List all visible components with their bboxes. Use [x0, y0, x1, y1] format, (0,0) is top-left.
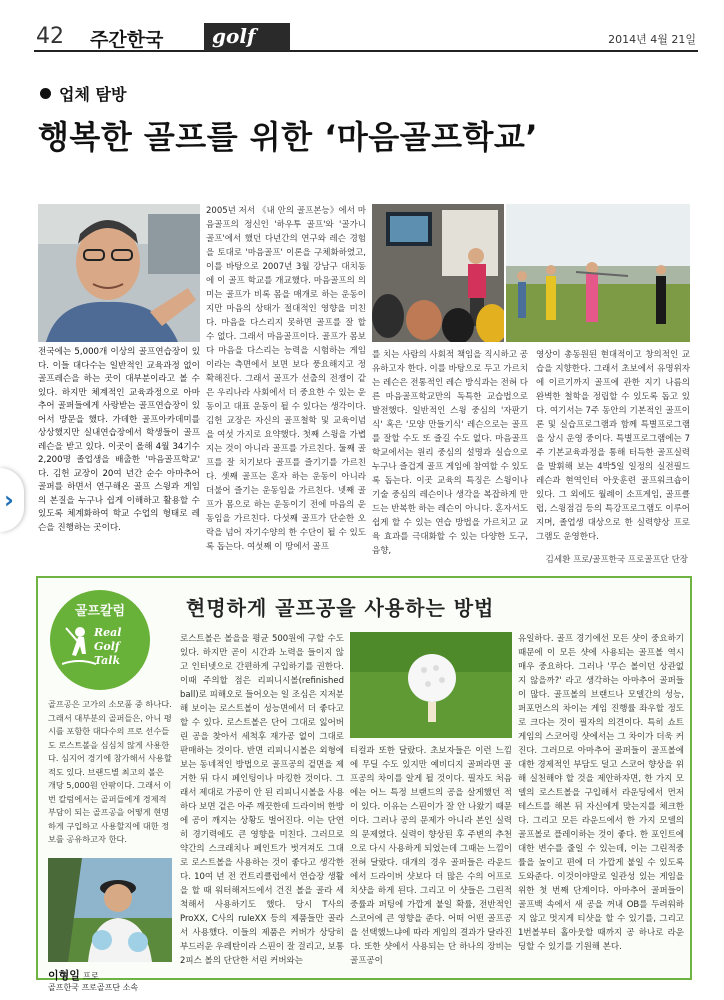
section-label: golf [212, 24, 256, 48]
issue-date: 2014년 4월 21일 [608, 33, 696, 46]
page-header [34, 26, 698, 52]
column-intro: 골프공은 고가의 소모품 중 하나다. 그래서 대부분의 골퍼들은, 아니 평시를 포함한 대다수의 프로 선수들도 로스트볼을 심심치 않게 사용한다. 심지어 경기에 참가해서 사용할 적도 있다. 브랜드별 최고의 볼은 개당 5,000원 안팎이다. 그래서 이번 칼럼에서는 골퍼들에게 경제적 부담이 되는 골프공을 어떻게 현명하게 구입하고 사용할지에 대한 정보를 공유하고자 한다. [48, 699, 172, 844]
field-lesson-photo [506, 204, 690, 342]
classroom-photo [372, 204, 504, 342]
author-name: 이형일 [48, 969, 80, 982]
article-kicker [40, 82, 126, 105]
badge-subtitle-line: Talk [94, 654, 121, 667]
article-column-1: 2005년 저서 《내 안의 골프본능》에서 마음골프의 정신인 '하우투 골프'와 '골가니 골프'에서 했던 다년간의 연구와 레슨 경험을 토대로 '마음골프' 이론을 구체화하였고, 이를 바탕으로 2007년 3월 강남구 대치동에 이 골프 학교를 개교했다. 마음골프의 의미는 골프가 비록 몸을 매개로 하는 운동이지만 마음의 상태가 절대적인 영향을 미친다. 마음을 다스리지 못하면 골프를 잘 할 수 없다. 그래서 마음골프이다. 골프가 몸보다 마음을 다스리는 능력을 시험하는 게임이라는 측면에서 보면 보다 풍요해지고 정확해진다. 그래서 골프가 선출의 전쟁이 같은 우리나라 사회에서 더 중요한 수 있는 운동이고 대표 운동이 될 수 있다는 생각이다. 김헌 교장은 자신의 골프철학 및 교육이념을 여섯 가지로 요약했다. 첫째 스윙을 가볍지는 것이 아니라 골프를 가르친다. 둘째 골프를 잘 치기보다 골프를 즐기기를 가르친다. 셋째 골프는 혼자 하는 운동이 아니라 더불어 즐기는 운동임을 가르친다. 넷째 골프가 몸으로 하는 운동이기 전에 마음의 운동임을 가르친다. 다섯째 골프가 단순한 오락을 넘어 자기수양의 한 수단이 될 수 있도록 돕는다. 여섯째 이 땅에서 골프 [206, 206, 366, 552]
badge-subtitle-line: Real [94, 626, 122, 639]
article-headline: 행복한 골프를 위한 ‘마음골프학교’ [38, 118, 539, 156]
badge-title: 골프칼럼 [74, 604, 126, 619]
golfer-silhouette-icon [62, 624, 96, 668]
author-title: 프로 [79, 972, 100, 982]
portrait-photo [38, 204, 200, 342]
author-affiliation: 골프한국 프로골프단 소속 [48, 983, 139, 992]
section-label-box [204, 23, 290, 51]
author-photo [48, 858, 172, 962]
column-badge [50, 590, 150, 690]
page-number: 42 [36, 24, 64, 49]
article-byline: 김세환 프로/골프한국 프로골프단 단장 [545, 555, 688, 565]
photo-caption: 전국에는 5,000개 이상의 골프연습장이 있다. 이들 대다수는 일반적인 교육과정 없이 골프레슨을 하는 곳이 대부분이라고 볼 수 있다. 하지만 체계적인 교육과정으로 아마추어 골퍼들에게 사랑받는 골프연습장이 있어서 방문을 했다. 가데한 골프아카데미를 상상했지만 실내연습장에서 학생들이 골프레슨을 받고 있다. 이곳이 올해 4월 34기수 2,200명 졸업생을 배출한 '마음골프학교' 다. 김헌 교장이 20여 년간 순수 아마추어골퍼를 하면서 연구해온 골프 스윙과 게임의 본질을 누구나 쉽게 이해하고 활용할 수 있도록 체계화하여 학교 수업의 형태로 레슨을 진행하는 곳이다. [38, 347, 200, 533]
author-name-line [48, 967, 99, 983]
next-page-arrow-button[interactable] [0, 468, 24, 532]
column-title: 현명하게 골프공을 사용하는 방법 [186, 596, 495, 620]
bullet-dot-icon [40, 88, 51, 99]
article-column-2: 를 치는 사람의 사회적 책임을 직시하고 공유하고자 한다. 이를 바탕으로 두고 가르치는 레슨은 전통적인 레슨 방식과는 전혀 다른 마음골프학교만의 독특한 교습법으로 발전했다. 일반적인 스윙 중심의 '자판기식' 혹은 '모양 만들기식' 레슨으로는 골프를 잘할 수도 또 즐길 수도 없다. 마음골프학교에서는 원리 중심의 설명과 실습으로 누구나 즐겁게 골프 게임에 참여할 수 있도록 돕는다. 이곳 교육의 특징은 스윙이나 기술 중심의 레슨이나 생각을 복잡하게 만드는 반복한 하는 레슨이 아니다. 혼자서도 쉽게 할 수 있는 연습 방법을 가르치고 교육 효과를 극대화할 수 있는 다양한 도구, 음향, [372, 350, 528, 556]
kicker-label: 업체 탐방 [59, 85, 127, 104]
column-body-3: 유일하다. 골프 경기에선 모든 샷이 중요하기 때문에 이 모든 샷에 사용되는 골프볼 역시 매우 중요하다. 그러나 '무슨 볼이던 상관없지 않을까?' 라고 생각하는 아마추어 골퍼들이 많다. 골프볼의 브랜드나 모델간의 성능, 퍼포먼스의 차이는 게임 진행률 좌우할 정도로 크다는 것이 필자의 의견이다. 특히 쇼트게임의 스코어링 샷에서는 그 차이가 더욱 커진다. 그러므로 아마추어 골퍼들이 골프볼에 대한 경제적인 부담도 덜고 스코어 향상을 위해 실천해야 할 것을 제안하자면, 한 가지 모델의 로스트볼을 구입해서 라운딩에서 먼저 테스트를 해본 뒤 자신에게 맞는지를 체크한다. 그리고 모든 라운드에서 한 가지 모델의 골프볼로 플레이하는 것이 좋다. 한 포인트에 대한 변수를 줄일 수 있는데, 이는 그린적중률을 높이고 편에 더 가깝게 붙일 수 있도록 도와준다. 이것이야말로 일관성 있는 게임을 위한 첫 번째 단계이다. 아마추어 골퍼들이 골프백 속에서 새 공을 꺼내 OB를 두려워하지 않고 멋지게 티샷을 할 수 있기를, 그리고 1번볼부터 홀아웃할 때까지 공 하나로 라운딩할 수 있기를 기원해 본다. [518, 634, 684, 952]
column-body-2: 티컬과 또한 달랐다. 초보자들은 이런 느낌에 무딜 수도 있지만 예비디지 골퍼라면 골프공의 차이를 알게 될 것이다. 필자도 처음에는 어느 특정 브랜드의 공을 살게했던 적이 있다. 이유는 스핀이가 잘 안 나왔기 때문이다. 그러나 공의 문제가 아니라 본인 실력의 문제였다. 실력이 향상된 후 주변의 추천으로 다시 사용하게 되었는데 그때는 느낌이 전혀 달랐다. 대개의 경우 골퍼들은 라운드에서 드라이버 샷보다 더 많은 수의 어프로치샷을 하게 된다. 그리고 이 샷들은 그린적중률과 퍼팅에 가깝게 붙일 확률, 전반적인 스코어에 큰 영향을 준다. 어떠 어떤 골프공을 선택했느냐에 따라 게임의 결과가 달라진다. 또한 샷에서 사용되는 단 하나의 장비는 골프공이 [350, 746, 512, 966]
publication-name: 주간한국 [90, 29, 164, 51]
badge-subtitle-line: Golf [94, 640, 120, 653]
golf-ball-photo [350, 632, 512, 738]
column-body-1: 로스트볼은 볼을을 평균 500원에 구할 수도 있다. 하지만 곧이 시간과 노력을 들이지 않고 인터넷으로 간편하게 구입하기를 권한다. 이때 주의할 점은 리피니시볼(refinished ball)로 피해오로 들어오는 일 조심은 지저분해 보이는 로스트볼이 성능면에서 더 좋다고 할 수 있다. 로스트볼은 단어 그대로 잃어버린 공을 찾아서 세척후 재가공 없이 그대로 판매하는 것이다. 반면 리피니시볼은 외형에 보는 동네적인 방법으로 골프공의 겉면을 제거한 뒤 다시 페인팅이나 마킹한 것이다. 그래서 제대로 가공이 안 된 리피니시볼을 사용하다 보면 겉은 아주 깨끗한데 드라이버 한방에 공이 깨지는 상황도 벌어진다. 이는 단연히 경기력에도 큰 영향을 미친다. 그러므로 약간의 스크래치나 페인트가 벗겨져도 그대로 로스트볼을 사용하는 것이 좋다고 생각한다. 10여 년 전 컨트리클럽에서 연습장 생활을 할 때 워터해저드에서 건진 볼을 골라 세척해서 사용하기도 했다. 당시 T사의 ProXX, C사의 ruleXX 등의 제품들만 골라서 사용했다. 이들의 제품은 커버가 상당히 부드러운 우레탄이라 스핀이 잘 걸리고, 보통 2피스 볼의 단단한 서린 커버와는 [180, 634, 344, 966]
badge-subtitle [94, 626, 148, 668]
chevron-right-icon: › [4, 486, 14, 514]
article-column-3: 영상이 총동원된 현대적이고 창의적인 교습을 지향한다. 그래서 초보에서 유명위자에 이르기까지 골프에 관한 지기 나름의 완벽한 철학을 정립할 수 있도록 돕고 있다. 여기서는 7주 동안의 기본적인 골프이론 및 실습프로그램과 함께 특별프로그램을 상시 운영 중이다. 특별프로그램에는 7주 기본교육과정을 통해 터득한 골프실력을 발휘해 보는 4박5일 일정의 실전필드레슨과 현역인터 아웃훈련 골프워크숍이 있다. 그 외에도 월례이 소프게임, 골프클럽, 스윙점검 등의 특강프로그램도 이루어지며, 졸업생 대상으로 한 실력향상 프로그램도 운영한다. [536, 350, 690, 542]
